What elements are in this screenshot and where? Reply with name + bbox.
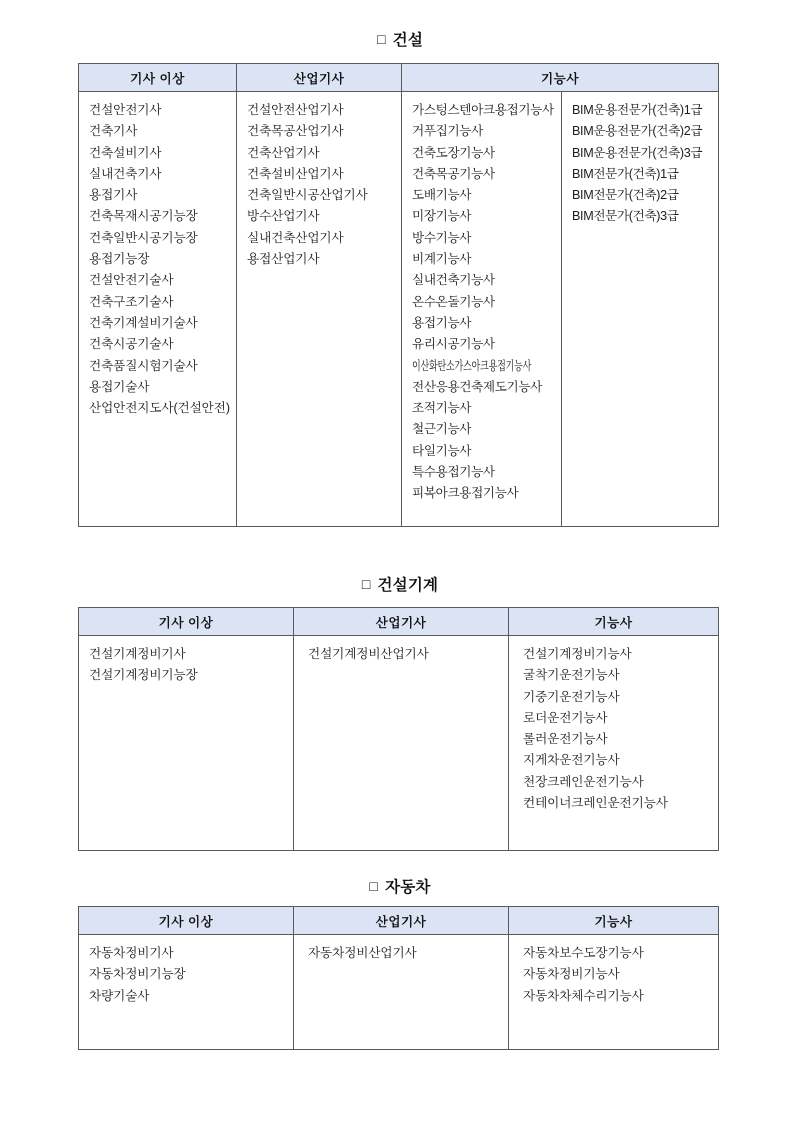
list-item: 로더운전기능사 [523,710,608,725]
list-craftsman-left [402,100,561,505]
list-item: 건설기계정비기능장 [89,668,198,683]
list-item: 건축일반시공기능장 [89,230,198,245]
certification-table-automobile [78,906,719,1050]
list-engineer [79,943,293,1007]
table-header-row [79,907,719,935]
list-item: 건축산업기사 [247,145,320,160]
bullet-square-icon: □ [361,576,371,592]
section-title-construction-machinery [0,573,800,595]
list-item: 차량기술사 [89,988,150,1003]
cell-engineer-list [79,92,237,527]
column-header-industrial-engineer: 산업기사 [237,64,402,92]
list-industrial-engineer [294,644,508,665]
list-item: 건설안전기술사 [89,273,174,288]
list-item: 건설기계정비기사 [89,647,186,661]
list-item: 방수기능사 [412,230,472,245]
cell-craftsman-list-left [402,92,562,527]
list-item: 건축기사 [89,124,138,139]
cell-industrial-engineer-list [237,92,402,527]
list-item: 건설기계정비기능사 [523,647,632,661]
list-item: 용접기능사 [412,315,472,330]
list-item: 자동차보수도장기능사 [523,946,644,960]
list-craftsman [509,644,718,814]
list-item: 건축기계설비기술사 [89,315,198,330]
table-header-row [79,608,719,636]
list-item: 거푸집기능사 [412,124,483,139]
column-header-industrial-engineer: 산업기사 [294,608,509,636]
bullet-square-icon: □ [369,878,379,894]
list-item: 건축설비산업기사 [247,166,344,181]
list-item: 자동차정비기사 [89,946,174,960]
list-item: 실내건축기능사 [412,273,495,288]
cell-craftsman-list [509,935,719,1050]
section-title-text: 건설 [392,32,423,49]
list-industrial-engineer [237,100,401,270]
table-header-row [79,64,719,92]
list-item: 자동차정비기능장 [89,967,186,982]
list-item: 건축일반시공산업기사 [247,188,368,203]
list-item: 조적기능사 [412,401,472,416]
table-body-row [79,935,719,1050]
list-item: 전산응용건축제도기능사 [412,379,542,394]
list-item: 건설안전기사 [89,103,162,117]
list-item: 실내건축산업기사 [247,230,344,245]
list-item: 철근기능사 [412,422,472,437]
list-item: BIM운용전문가(건축)2급 [572,124,703,139]
list-craftsman-right [562,100,718,228]
cell-craftsman-list [509,636,719,851]
list-item: 유리시공기능사 [412,337,495,352]
section-title-automobile [0,875,800,897]
table-body-row [79,636,719,851]
list-item: 건설안전산업기사 [247,103,344,117]
list-item: 굴착기운전기능사 [523,668,620,683]
list-item: BIM전문가(건축)1급 [572,166,679,181]
list-item: 건축구조기술사 [89,294,174,309]
bullet-square-icon: □ [376,31,386,47]
cell-craftsman-list-right [562,92,719,527]
list-item: 건설기계정비산업기사 [308,647,429,661]
list-item: 산업안전지도사(건설안전) [89,401,230,416]
list-item: 컨테이너크레인운전기능사 [523,796,668,811]
table-body-row [79,92,719,527]
column-header-craftsman: 기능사 [509,608,719,636]
column-header-engineer: 기사 이상 [79,907,294,935]
list-item: BIM운용전문가(건축)1급 [572,103,703,117]
column-header-engineer: 기사 이상 [79,608,294,636]
list-craftsman [509,943,718,1007]
list-item: 기중기운전기능사 [523,689,620,704]
list-item: 용접기술사 [89,379,150,394]
list-item: 자동차정비기능사 [523,967,620,982]
list-item: 온수온돌기능사 [412,294,495,309]
list-item: 용접산업기사 [247,252,320,267]
list-item: BIM전문가(건축)3급 [572,209,679,224]
list-item: 자동차차체수리기능사 [523,988,644,1003]
list-item: 특수용접기능사 [412,465,495,480]
list-item: BIM운용전문가(건축)3급 [572,145,703,160]
list-item: 지게차운전기능사 [523,753,620,768]
cell-industrial-engineer-list [294,935,509,1050]
section-title-construction [0,28,800,50]
list-item: 건축도장기능사 [412,145,495,160]
list-item: 용접기사 [89,188,138,203]
list-item: 롤러운전기능사 [523,732,608,747]
list-item: BIM전문가(건축)2급 [572,188,679,203]
list-item: 건축품질시험기술사 [89,358,198,373]
section-title-text: 자동차 [385,879,431,896]
list-item: 타일기능사 [412,443,472,458]
column-header-craftsman: 기능사 [402,64,719,92]
cell-engineer-list [79,636,294,851]
list-item: 건축목공기능사 [412,166,495,181]
list-item: 도배기능사 [412,188,472,203]
certification-table-construction [78,63,719,527]
list-engineer [79,644,293,687]
list-item: 비계기능사 [412,252,472,267]
list-item: 건축목공산업기사 [247,124,344,139]
list-item: 미장기능사 [412,209,472,224]
cell-engineer-list [79,935,294,1050]
list-item: 건축설비기사 [89,145,162,160]
list-item: 이산화탄소가스아크용접기능사 [412,358,532,373]
list-item: 천장크레인운전기능사 [523,774,644,789]
certification-table-construction-machinery [78,607,719,851]
list-item: 실내건축기사 [89,166,162,181]
list-item: 가스텅스텐아크용접기능사 [412,103,554,117]
section-title-text: 건설기계 [377,577,439,594]
column-header-industrial-engineer: 산업기사 [294,907,509,935]
column-header-engineer: 기사 이상 [79,64,237,92]
list-industrial-engineer [294,943,508,964]
list-item: 피복아크용접기능사 [412,486,519,501]
list-item: 자동차정비산업기사 [308,946,417,960]
list-item: 용접기능장 [89,252,150,267]
list-item: 방수산업기사 [247,209,320,224]
list-engineer [79,100,236,419]
column-header-craftsman: 기능사 [509,907,719,935]
list-item: 건축시공기술사 [89,337,174,352]
cell-industrial-engineer-list [294,636,509,851]
list-item: 건축목재시공기능장 [89,209,198,224]
